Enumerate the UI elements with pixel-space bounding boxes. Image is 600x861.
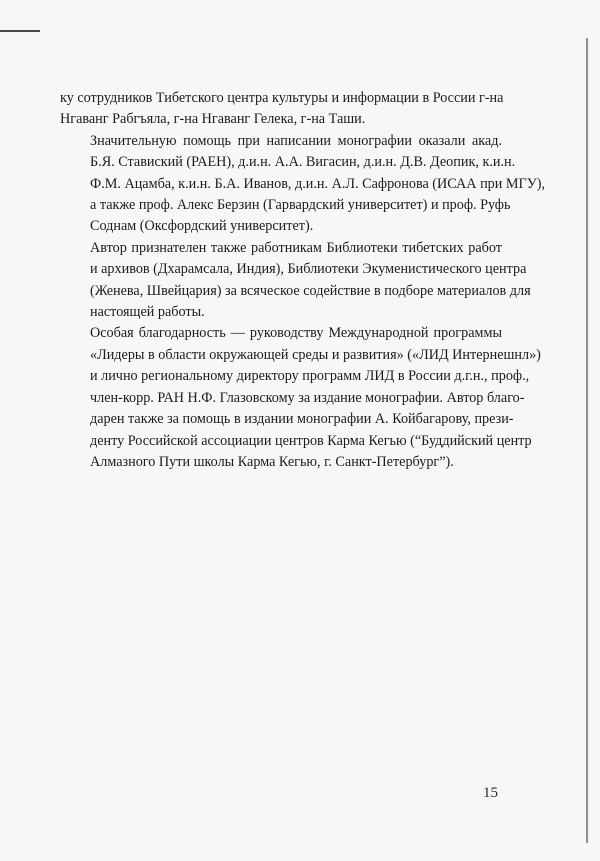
text-line: Значительную помощь при написании монографии оказали акад.: [90, 132, 502, 149]
page-body: [60, 88, 546, 473]
scan-edge-mark-left: [0, 30, 40, 32]
paragraph-libraries-thanks: [60, 238, 531, 324]
paragraph-acknowledgement-continuation: [60, 88, 502, 131]
text-line: денту Российской ассоциации центров Карма Кегью (“Буддийский центр: [90, 432, 532, 449]
paragraph-special-gratitude: [60, 323, 541, 473]
text-line: Б.Я. Ставиский (РАЕН), д.и.н. А.А. Вигасин, д.и.н. Д.В. Деопик, к.и.н.: [90, 154, 516, 171]
text-line: Нгаванг Рабгъяла, г-на Нгаванг Гелека, г-на Таши.: [60, 111, 366, 128]
scan-edge-mark-right: [586, 38, 588, 843]
text-line: (Женева, Швейцария) за всяческое содействие в подборе материалов для: [90, 282, 531, 299]
text-line: Автор признателен также работникам Библиотеки тибетских работ: [90, 239, 502, 256]
text-line: член-корр. РАН Н.Ф. Глазовскому за издание монографии. Автор благо-: [90, 389, 525, 406]
text-line: а также проф. Алекс Берзин (Гарвардский университет) и проф. Руфь: [90, 197, 511, 214]
text-line: и лично региональному директору программ ЛИД в России д.г.н., проф.,: [90, 368, 530, 385]
text-line: ку сотрудников Тибетского центра культуры и информации в России г-на: [60, 90, 504, 106]
text-line: настоящей работы.: [90, 304, 205, 321]
text-line: Алмазного Пути школы Карма Кегью, г. Санкт-Петербург”).: [90, 453, 454, 470]
page-number: 15: [483, 785, 498, 801]
text-line: Ф.М. Ацамба, к.и.н. Б.А. Иванов, д.и.н. А.Л. Сафронова (ИСАА при МГУ),: [90, 175, 546, 192]
text-line: и архивов (Дхарамсала, Индия), Библиотеки Экуменистического центра: [90, 261, 527, 278]
text-line: Особая благодарность — руководству Международной программы: [90, 325, 502, 342]
text-line: Соднам (Оксфордский университет).: [90, 218, 314, 235]
text-line: «Лидеры в области окружающей среды и развития» («ЛИД Интернешнл»): [90, 346, 541, 363]
paragraph-scholars-help: [60, 131, 546, 238]
text-line: дарен также за помощь в издании монографии А. Койбагарову, прези-: [90, 411, 514, 428]
